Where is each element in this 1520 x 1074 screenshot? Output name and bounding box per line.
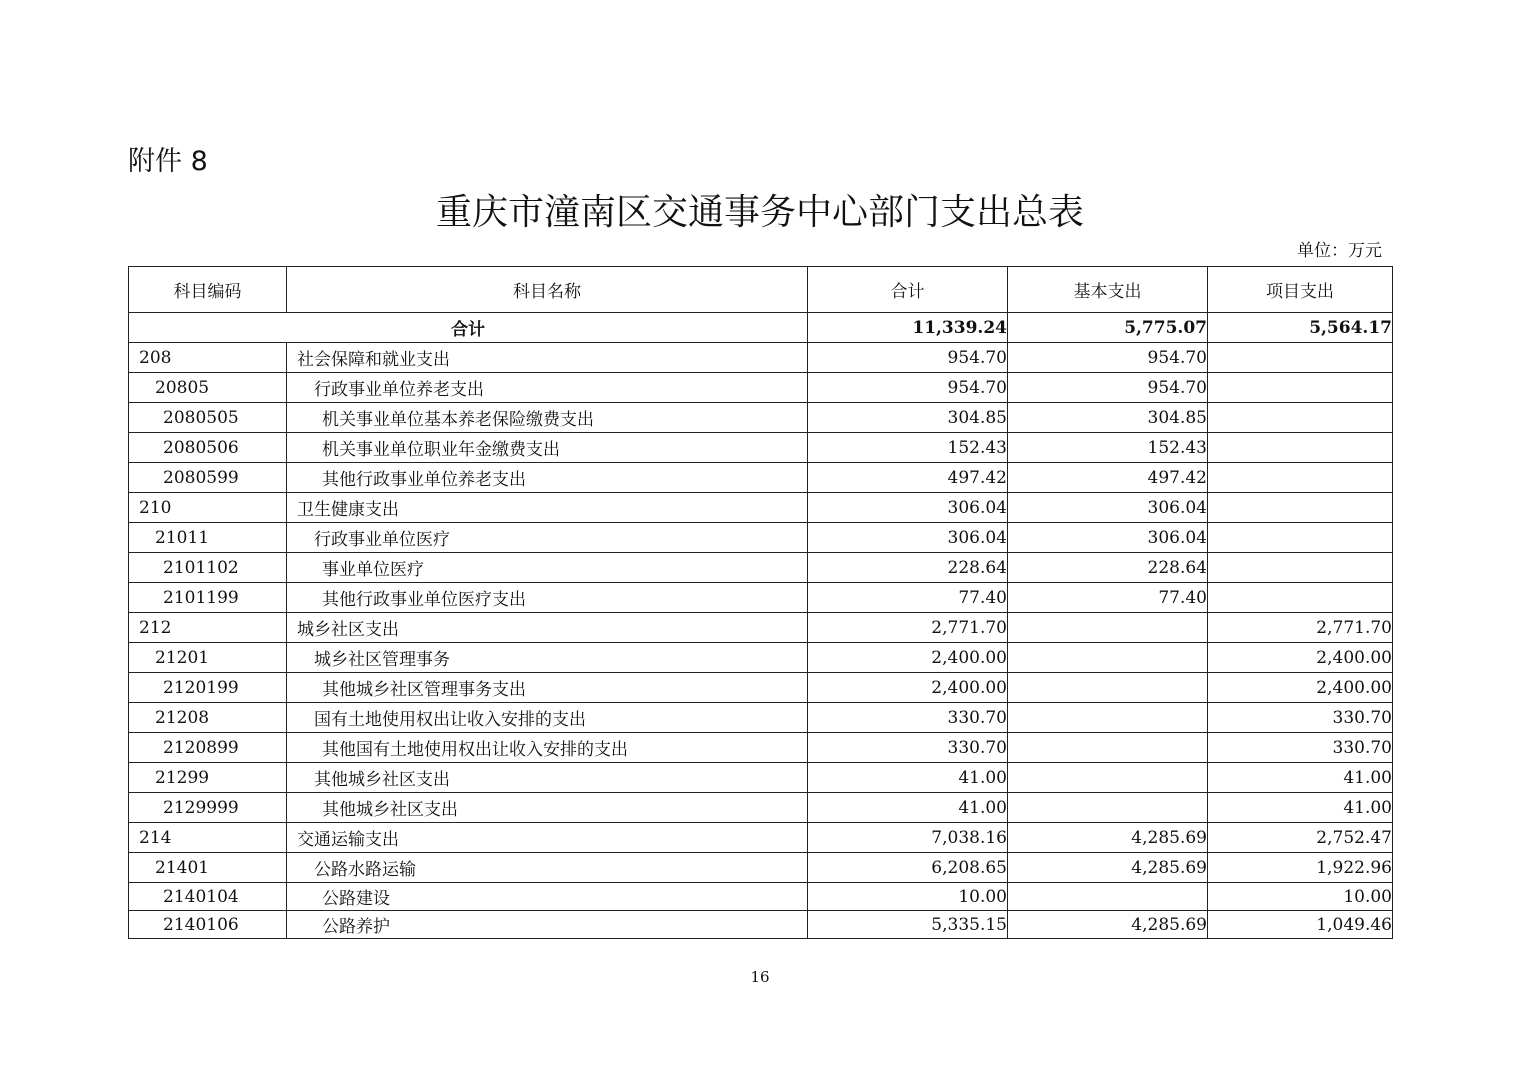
- table-row: [129, 493, 1393, 523]
- row-total: 2,400.00: [808, 673, 1008, 703]
- row-code: 2101102: [129, 553, 287, 583]
- table-header-row: [129, 267, 1393, 313]
- row-name: 其他城乡社区支出: [287, 763, 808, 793]
- total-row: [129, 313, 1393, 343]
- row-code: 2129999: [129, 793, 287, 823]
- attachment-label: 附件 8: [128, 146, 208, 177]
- header-code: 科目编码: [129, 267, 287, 313]
- row-total: 306.04: [808, 523, 1008, 553]
- row-code: 21299: [129, 763, 287, 793]
- row-code: 214: [129, 823, 287, 853]
- row-total: 41.00: [808, 793, 1008, 823]
- row-project: 2,400.00: [1208, 673, 1393, 703]
- row-code: 212: [129, 613, 287, 643]
- row-project: [1208, 403, 1393, 433]
- row-basic: [1008, 793, 1208, 823]
- row-basic: [1008, 883, 1208, 911]
- row-basic: 306.04: [1008, 493, 1208, 523]
- total-amount: 11,339.24: [808, 313, 1008, 343]
- row-code: 210: [129, 493, 287, 523]
- row-basic: [1008, 643, 1208, 673]
- row-project: [1208, 343, 1393, 373]
- row-code: 20805: [129, 373, 287, 403]
- row-code: 21201: [129, 643, 287, 673]
- row-basic: [1008, 733, 1208, 763]
- row-name: 交通运输支出: [287, 823, 808, 853]
- row-name: 公路建设: [287, 883, 808, 911]
- row-total: 954.70: [808, 373, 1008, 403]
- row-total: 330.70: [808, 733, 1008, 763]
- row-basic: 954.70: [1008, 343, 1208, 373]
- row-name: 机关事业单位基本养老保险缴费支出: [287, 403, 808, 433]
- row-project: [1208, 583, 1393, 613]
- page-title: 重庆市潼南区交通事务中心部门支出总表: [435, 192, 1084, 233]
- row-basic: 306.04: [1008, 523, 1208, 553]
- row-project: 41.00: [1208, 763, 1393, 793]
- row-basic: 954.70: [1008, 373, 1208, 403]
- row-name: 行政事业单位医疗: [287, 523, 808, 553]
- row-basic: 4,285.69: [1008, 823, 1208, 853]
- row-basic: [1008, 703, 1208, 733]
- row-code: 2080599: [129, 463, 287, 493]
- row-total: 7,038.16: [808, 823, 1008, 853]
- row-total: 6,208.65: [808, 853, 1008, 883]
- table-row: [129, 793, 1393, 823]
- row-project: [1208, 433, 1393, 463]
- row-code: 2140106: [129, 911, 287, 939]
- page-number: 16: [750, 968, 770, 986]
- table-row: [129, 523, 1393, 553]
- row-name: 城乡社区管理事务: [287, 643, 808, 673]
- row-code: 21208: [129, 703, 287, 733]
- row-name: 卫生健康支出: [287, 493, 808, 523]
- row-name: 公路养护: [287, 911, 808, 939]
- row-basic: 304.85: [1008, 403, 1208, 433]
- table-row: [129, 763, 1393, 793]
- row-code: 2080506: [129, 433, 287, 463]
- row-total: 5,335.15: [808, 911, 1008, 939]
- row-total: 304.85: [808, 403, 1008, 433]
- row-project: 10.00: [1208, 883, 1393, 911]
- row-total: 330.70: [808, 703, 1008, 733]
- table-row: [129, 613, 1393, 643]
- row-project: 41.00: [1208, 793, 1393, 823]
- row-name: 其他城乡社区管理事务支出: [287, 673, 808, 703]
- row-project: [1208, 463, 1393, 493]
- row-basic: [1008, 763, 1208, 793]
- row-basic: 4,285.69: [1008, 853, 1208, 883]
- total-label: 合计: [129, 313, 808, 343]
- table-row: [129, 403, 1393, 433]
- table-row: [129, 883, 1393, 911]
- row-basic: 4,285.69: [1008, 911, 1208, 939]
- total-basic: 5,775.07: [1008, 313, 1208, 343]
- row-total: 2,771.70: [808, 613, 1008, 643]
- header-name: 科目名称: [287, 267, 808, 313]
- row-project: [1208, 523, 1393, 553]
- row-code: 21401: [129, 853, 287, 883]
- row-project: 330.70: [1208, 703, 1393, 733]
- table-row: [129, 673, 1393, 703]
- row-project: [1208, 553, 1393, 583]
- table-row: [129, 433, 1393, 463]
- row-basic: 228.64: [1008, 553, 1208, 583]
- row-project: 1,922.96: [1208, 853, 1393, 883]
- table-row: [129, 823, 1393, 853]
- row-total: 152.43: [808, 433, 1008, 463]
- table-row: [129, 373, 1393, 403]
- row-name: 其他城乡社区支出: [287, 793, 808, 823]
- table-row: [129, 703, 1393, 733]
- row-name: 事业单位医疗: [287, 553, 808, 583]
- row-total: 954.70: [808, 343, 1008, 373]
- unit-label: 单位：万元: [1297, 241, 1382, 261]
- row-basic: 497.42: [1008, 463, 1208, 493]
- row-total: 497.42: [808, 463, 1008, 493]
- row-code: 2101199: [129, 583, 287, 613]
- row-total: 306.04: [808, 493, 1008, 523]
- table-row: [129, 343, 1393, 373]
- row-code: 2140104: [129, 883, 287, 911]
- row-name: 其他行政事业单位养老支出: [287, 463, 808, 493]
- row-total: 77.40: [808, 583, 1008, 613]
- table-row: [129, 463, 1393, 493]
- row-name: 其他行政事业单位医疗支出: [287, 583, 808, 613]
- header-total: 合计: [808, 267, 1008, 313]
- row-code: 2120899: [129, 733, 287, 763]
- row-project: 1,049.46: [1208, 911, 1393, 939]
- header-project: 项目支出: [1208, 267, 1393, 313]
- table-row: [129, 733, 1393, 763]
- row-name: 社会保障和就业支出: [287, 343, 808, 373]
- row-basic: 77.40: [1008, 583, 1208, 613]
- row-basic: [1008, 673, 1208, 703]
- row-project: 330.70: [1208, 733, 1393, 763]
- row-project: [1208, 373, 1393, 403]
- row-code: 21011: [129, 523, 287, 553]
- row-project: 2,752.47: [1208, 823, 1393, 853]
- row-total: 41.00: [808, 763, 1008, 793]
- row-name: 城乡社区支出: [287, 613, 808, 643]
- row-project: 2,771.70: [1208, 613, 1393, 643]
- row-basic: 152.43: [1008, 433, 1208, 463]
- row-project: [1208, 493, 1393, 523]
- row-name: 公路水路运输: [287, 853, 808, 883]
- row-total: 228.64: [808, 553, 1008, 583]
- row-basic: [1008, 613, 1208, 643]
- row-code: 2120199: [129, 673, 287, 703]
- expenditure-table: [128, 266, 1393, 939]
- row-name: 机关事业单位职业年金缴费支出: [287, 433, 808, 463]
- row-code: 2080505: [129, 403, 287, 433]
- row-code: 208: [129, 343, 287, 373]
- row-name: 其他国有土地使用权出让收入安排的支出: [287, 733, 808, 763]
- table-row: [129, 853, 1393, 883]
- row-name: 行政事业单位养老支出: [287, 373, 808, 403]
- row-project: 2,400.00: [1208, 643, 1393, 673]
- table-row: [129, 553, 1393, 583]
- total-project: 5,564.17: [1208, 313, 1393, 343]
- row-total: 10.00: [808, 883, 1008, 911]
- row-name: 国有土地使用权出让收入安排的支出: [287, 703, 808, 733]
- table-row: [129, 643, 1393, 673]
- row-total: 2,400.00: [808, 643, 1008, 673]
- table-row: [129, 911, 1393, 939]
- header-basic: 基本支出: [1008, 267, 1208, 313]
- table-row: [129, 583, 1393, 613]
